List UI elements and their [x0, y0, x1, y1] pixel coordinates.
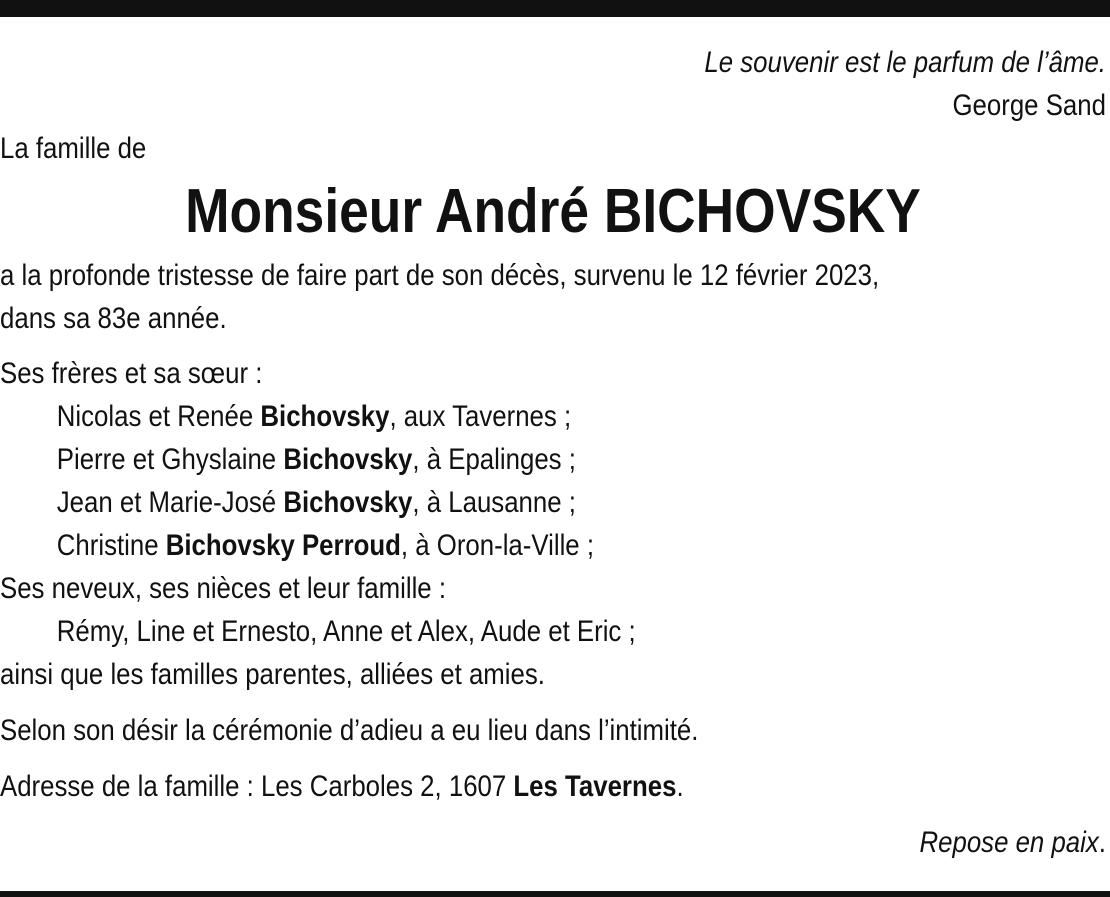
sibling-entry: [0, 481, 1106, 524]
sibling-surname: Bichovsky: [283, 486, 413, 519]
closing-line: [0, 821, 1106, 864]
announcement-line-2: dans sa 83e année.: [0, 302, 227, 335]
family-address: [0, 765, 1106, 808]
sibling-entry: [0, 438, 1106, 481]
sibling-entry: [0, 395, 1106, 438]
sibling-entry: [0, 524, 1106, 567]
address-suffix: .: [676, 770, 684, 803]
sibling-place: , à Oron-la-Ville ;: [400, 529, 594, 562]
epigraph-author: George Sand: [952, 89, 1106, 122]
address-prefix: Adresse de la famille : Les Carboles 2, 1607: [0, 770, 514, 803]
announcement-line-1: a la profonde tristesse de faire part de son décès, survenu le 12 février 2023,: [0, 259, 880, 292]
sibling-place: , aux Tavernes ;: [389, 400, 572, 433]
closing-text: Repose en paix: [919, 826, 1099, 859]
notice-body: [0, 41, 1106, 864]
deceased-name: Monsieur André BICHOVSKY: [185, 177, 921, 246]
nephews-names: Rémy, Line et Ernesto, Anne et Alex, Aude et Eric ;: [56, 615, 636, 648]
closing-suffix: .: [1098, 826, 1106, 859]
sibling-surname: Bichovsky: [260, 400, 390, 433]
nephews-heading: Ses neveux, ses nièces et leur famille :: [0, 572, 446, 605]
address-town: Les Tavernes: [513, 770, 677, 803]
ceremony-text: Selon son désir la cérémonie d’adieu a eu lieu dans l’intimité.: [0, 714, 699, 747]
intro-text: La famille de: [0, 132, 147, 165]
sibling-given-names: Christine: [56, 529, 166, 562]
sibling-given-names: Jean et Marie-José: [56, 486, 284, 519]
sibling-place: , à Lausanne ;: [412, 486, 576, 519]
sibling-given-names: Nicolas et Renée: [56, 400, 261, 433]
sibling-place: , à Epalinges ;: [412, 443, 576, 476]
epigraph-quote: Le souvenir est le parfum de l’âme.: [704, 46, 1106, 79]
sibling-surname: Bichovsky: [283, 443, 413, 476]
extended-family-text: ainsi que les familles parentes, alliées et amies.: [0, 658, 545, 691]
siblings-heading: Ses frères et sa sœur :: [0, 357, 263, 390]
sibling-given-names: Pierre et Ghyslaine: [56, 443, 284, 476]
sibling-surname: Bichovsky Perroud: [165, 529, 401, 562]
